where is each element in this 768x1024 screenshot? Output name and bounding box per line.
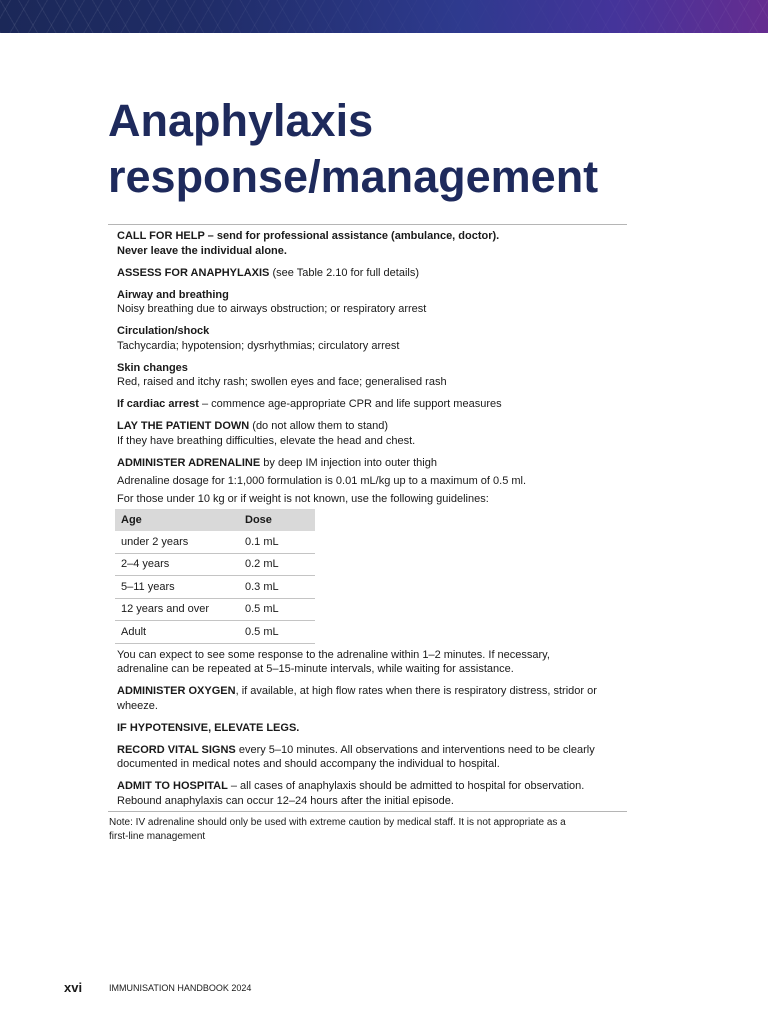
- sign-airway-text: Noisy breathing due to airways obstruction; or respiratory arrest: [117, 303, 427, 315]
- page-title-line-1: Anaphylaxis: [108, 95, 374, 146]
- adrenaline-response: [117, 648, 627, 677]
- adrenaline-response-line-1: You can expect to see some response to the adrenaline within 1–2 minutes. If necessary,: [117, 648, 550, 661]
- adrenaline-step: [117, 456, 627, 471]
- sign-circulation-heading: Circulation/shock: [117, 325, 210, 337]
- vital-signs-step: [117, 743, 627, 772]
- cardiac-arrest-text: – commence age-appropriate CPR and life support measures: [198, 398, 502, 410]
- assess-line: [117, 266, 627, 281]
- vital-signs-line-2: documented in medical notes and should accompany the individual to hospital.: [117, 758, 500, 770]
- adrenaline-guidelines-text: For those under 10 kg or if weight is not known, use the following guidelines:: [117, 492, 489, 505]
- table-cell-age: 5–11 years: [121, 580, 175, 593]
- table-row: [115, 621, 315, 644]
- call-for-help-line-2: Never leave the individual alone.: [117, 244, 287, 257]
- publication-title: IMMUNISATION HANDBOOK 2024: [109, 983, 252, 993]
- oxygen-line-1: [117, 684, 627, 699]
- oxygen-text: , if available, at high flow rates when there is respiratory distress, stridor or: [235, 685, 597, 697]
- vital-signs-text: every 5–10 minutes. All observations and interventions need to be clearly: [235, 743, 595, 756]
- sign-circulation-text: Tachycardia; hypotension; dysrhythmias; circulatory arrest: [117, 339, 400, 352]
- hypotensive-heading: IF HYPOTENSIVE, ELEVATE LEGS.: [117, 721, 300, 734]
- adrenaline-line: [117, 456, 627, 471]
- adrenaline-heading: ADMINISTER ADRENALINE: [117, 456, 261, 469]
- lay-down-line-1: [117, 419, 627, 434]
- lay-down-step: [117, 419, 627, 448]
- table-cell-dose: 0.3 mL: [245, 580, 279, 593]
- admit-line-1: [117, 779, 627, 794]
- footnote-line-1: Note: IV adrenaline should only be used with extreme caution by medical staff. It is not appropriate as a: [109, 817, 566, 828]
- dose-table-header: [115, 509, 315, 531]
- admit-heading: ADMIT TO HOSPITAL: [117, 780, 228, 792]
- table-cell-dose: 0.1 mL: [245, 535, 279, 548]
- cardiac-arrest-step: [117, 397, 627, 412]
- table-row: [115, 599, 315, 622]
- assess-step: [117, 266, 627, 281]
- page-title: [108, 93, 598, 205]
- adrenaline-response-line-2: adrenaline can be repeated at 5–15-minute intervals, while waiting for assistance.: [117, 663, 514, 675]
- oxygen-line-2: wheeze.: [117, 699, 158, 712]
- lay-down-text: (do not allow them to stand): [249, 420, 389, 432]
- cardiac-arrest-line: [117, 397, 627, 412]
- cardiac-arrest-heading: If cardiac arrest: [117, 398, 199, 410]
- response-panel: [108, 224, 627, 844]
- table-cell-age: 2–4 years: [121, 558, 170, 570]
- sign-skin-text: Red, raised and itchy rash; swollen eyes and face; generalised rash: [117, 376, 447, 388]
- table-cell-dose: 0.2 mL: [245, 558, 279, 570]
- vital-signs-line-1: [117, 743, 627, 758]
- admit-text: – all cases of anaphylaxis should be admitted to hospital for observation.: [227, 780, 585, 792]
- vital-signs-heading: RECORD VITAL SIGNS: [117, 743, 236, 756]
- adrenaline-dosage: [117, 474, 627, 489]
- admit-step: [117, 779, 627, 808]
- call-for-help-step: [117, 229, 627, 258]
- table-cell-age: Adult: [121, 625, 147, 638]
- assess-text: (see Table 2.10 for full details): [269, 266, 420, 279]
- page-number: xvi: [64, 980, 83, 995]
- oxygen-heading: ADMINISTER OXYGEN: [117, 685, 236, 697]
- table-row: [115, 531, 315, 554]
- footnote-line-2: first-line management: [109, 831, 206, 842]
- sign-skin: [117, 361, 627, 390]
- dose-table-header-age: Age: [121, 513, 142, 526]
- header-band: [0, 0, 768, 33]
- footnote: [108, 812, 627, 844]
- table-cell-dose: 0.5 mL: [245, 625, 279, 638]
- dose-table: [115, 509, 315, 644]
- lay-down-heading: LAY THE PATIENT DOWN: [117, 420, 250, 432]
- table-cell-dose: 0.5 mL: [245, 603, 279, 615]
- dose-table-header-dose: Dose: [245, 513, 272, 526]
- table-cell-age: 12 years and over: [121, 603, 210, 615]
- assess-heading: ASSESS FOR ANAPHYLAXIS: [117, 266, 270, 279]
- sign-skin-heading: Skin changes: [117, 361, 188, 374]
- sign-airway: [117, 288, 627, 317]
- table-cell-age: under 2 years: [121, 535, 189, 548]
- admit-line-2: Rebound anaphylaxis can occur 12–24 hours after the initial episode.: [117, 794, 454, 807]
- adrenaline-dosage-text: Adrenaline dosage for 1:1,000 formulation is 0.01 mL/kg up to a maximum of 0.5 ml.: [117, 474, 527, 487]
- header-band-pattern: [0, 0, 768, 33]
- adrenaline-text: by deep IM injection into outer thigh: [260, 456, 437, 469]
- call-for-help-line-1: CALL FOR HELP – send for professional assistance (ambulance, doctor).: [117, 230, 500, 242]
- response-steps: [108, 225, 627, 811]
- oxygen-step: [117, 684, 627, 713]
- table-row: [115, 576, 315, 599]
- table-row: [115, 554, 315, 577]
- lay-down-line-2: If they have breathing difficulties, elevate the head and chest.: [117, 434, 416, 447]
- hypotensive-step: [117, 721, 627, 736]
- sign-airway-heading: Airway and breathing: [117, 288, 229, 301]
- page-title-line-2: response/management: [108, 151, 599, 202]
- adrenaline-guidelines: [117, 492, 627, 507]
- sign-circulation: [117, 324, 627, 353]
